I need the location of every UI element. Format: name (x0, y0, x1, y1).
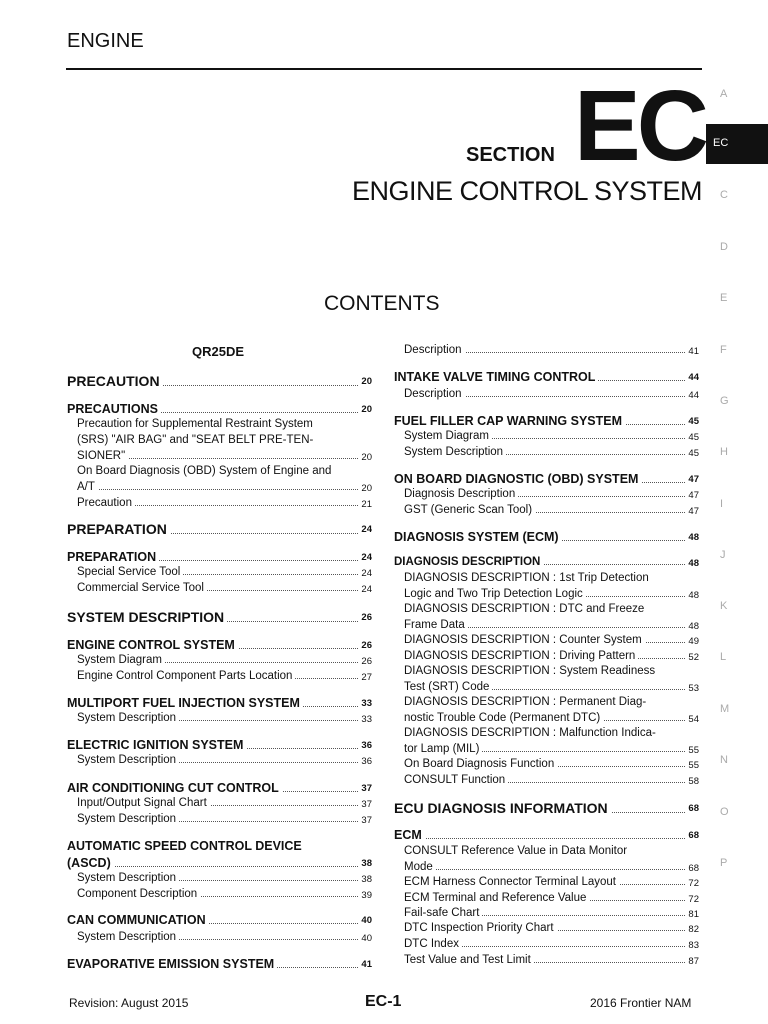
toc-topic-entry[interactable] (404, 588, 699, 600)
toc-entry-title: ON BOARD DIAGNOSTIC (OBD) SYSTEM (394, 472, 641, 486)
toc-page-number: 47 (685, 474, 699, 485)
toc-topic-entry[interactable] (404, 446, 699, 458)
toc-entry-title: System Diagram (404, 430, 492, 442)
toc-page-number: 48 (685, 621, 699, 632)
toc-entry-title: FUEL FILLER CAP WARNING SYSTEM (394, 414, 625, 428)
toc-section-entry[interactable] (394, 472, 699, 486)
toc-page-number: 36 (358, 740, 372, 751)
toc-continued-line: (SRS) "AIR BAG" and "SEAT BELT PRE-TEN- (77, 434, 314, 446)
toc-entry-title: Logic and Two Trip Detection Logic (404, 588, 586, 600)
toc-entry-title: DIAGNOSIS SYSTEM (ECM) (394, 530, 562, 544)
toc-page-number: 44 (685, 372, 699, 383)
toc-entry-title: Description (404, 344, 465, 356)
toc-page-number: 48 (685, 532, 699, 543)
side-tab-ec-active[interactable]: EC (706, 124, 768, 164)
toc-section-entry[interactable] (394, 370, 699, 384)
toc-section-entry[interactable] (394, 414, 699, 428)
toc-entry-title: DIAGNOSIS DESCRIPTION (394, 556, 543, 568)
toc-chapter-entry[interactable] (67, 521, 372, 537)
toc-entry-title: PRECAUTIONS (67, 402, 161, 416)
toc-page-number: 45 (685, 448, 699, 459)
toc-entry-title: ENGINE CONTROL SYSTEM (67, 638, 238, 652)
toc-entry-title: Frame Data (404, 619, 468, 631)
toc-page-number: 26 (358, 640, 372, 651)
footer-model: 2016 Frontier NAM (590, 996, 692, 1010)
toc-entry-title: INTAKE VALVE TIMING CONTROL (394, 370, 598, 384)
toc-page-number: 48 (685, 590, 699, 601)
toc-entry-title: ECM (394, 828, 425, 842)
toc-topic-entry[interactable] (77, 754, 372, 766)
toc-page-number: 21 (358, 499, 372, 510)
toc-entry-title: Test Value and Test Limit (404, 954, 534, 966)
toc-topic-entry[interactable] (404, 634, 699, 646)
toc-continued-line: DIAGNOSIS DESCRIPTION : System Readiness (404, 665, 656, 677)
toc-entry-title: Test (SRT) Code (404, 681, 492, 693)
toc-entry-title: SYSTEM DESCRIPTION (67, 609, 227, 625)
toc-continued-line: DIAGNOSIS DESCRIPTION : Permanent Diag- (404, 696, 647, 708)
side-tab-h[interactable]: H (720, 446, 728, 458)
side-tab-c[interactable]: C (720, 189, 728, 201)
toc-entry-title: System Description (77, 931, 179, 943)
toc-entry-title: GST (Generic Scan Tool) (404, 504, 535, 516)
toc-page-number: 44 (685, 390, 699, 401)
toc-section-entry[interactable] (67, 738, 372, 752)
side-tab-n[interactable]: N (720, 754, 728, 766)
toc-topic-entry[interactable] (77, 582, 372, 594)
toc-topic-entry[interactable] (77, 654, 372, 666)
toc-entry-title: Component Description (77, 888, 200, 900)
toc-page-number: 41 (685, 346, 699, 357)
toc-topic-entry[interactable] (404, 619, 699, 631)
toc-page-number: 72 (685, 894, 699, 905)
toc-page-number: 55 (685, 745, 699, 756)
toc-page-number: 40 (358, 933, 372, 944)
toc-entry-title: On Board Diagnosis Function (404, 758, 557, 770)
dot-leader (404, 869, 699, 870)
side-tab-o[interactable]: O (720, 806, 729, 818)
toc-section-entry[interactable] (67, 781, 372, 795)
toc-entry-title: Special Service Tool (77, 566, 183, 578)
toc-topic-entry[interactable] (404, 922, 699, 934)
side-tab-d[interactable]: D (720, 241, 728, 253)
toc-entry-title: Fail-safe Chart (404, 907, 482, 919)
toc-page-number: 26 (358, 656, 372, 667)
toc-page-number: 54 (685, 714, 699, 725)
toc-topic-entry[interactable] (77, 872, 372, 884)
toc-entry-title: System Description (77, 712, 179, 724)
toc-topic-entry[interactable] (404, 774, 699, 786)
toc-continued-line: DIAGNOSIS DESCRIPTION : 1st Trip Detection (404, 572, 649, 584)
toc-page-number: 68 (685, 830, 699, 841)
side-tab-l[interactable]: L (720, 651, 727, 663)
toc-entry-title: CAN COMMUNICATION (67, 913, 209, 927)
toc-continued-line: Precaution for Supplemental Restraint System (77, 418, 313, 430)
toc-topic-entry[interactable] (404, 938, 699, 950)
toc-topic-entry[interactable] (404, 758, 699, 770)
toc-continued-line: AUTOMATIC SPEED CONTROL DEVICE (67, 839, 302, 853)
toc-page-number: 37 (358, 815, 372, 826)
footer-page-number: EC-1 (365, 993, 402, 1010)
toc-topic-entry[interactable] (77, 712, 372, 724)
toc-entry-title: MULTIPORT FUEL INJECTION SYSTEM (67, 696, 303, 710)
toc-entry-title: ELECTRIC IGNITION SYSTEM (67, 738, 246, 752)
toc-topic-entry[interactable] (404, 861, 699, 873)
toc-topic-entry[interactable] (404, 388, 699, 400)
section-title: ENGINE CONTROL SYSTEM (351, 176, 702, 206)
toc-continued-line: DIAGNOSIS DESCRIPTION : Malfunction Indica- (404, 727, 656, 739)
toc-entry-title: PREPARATION (67, 521, 170, 537)
toc-page-number: 47 (685, 490, 699, 501)
toc-section-entry[interactable] (67, 638, 372, 652)
toc-entry-title: (ASCD) (67, 856, 114, 870)
toc-page-number: 20 (358, 452, 372, 463)
side-tab-i[interactable]: I (720, 498, 724, 510)
side-tab-k[interactable]: K (720, 600, 728, 612)
side-tab-p[interactable]: P (720, 857, 728, 869)
toc-page-number: 41 (358, 959, 372, 970)
toc-entry-title: DIAGNOSIS DESCRIPTION : Driving Pattern (404, 650, 638, 662)
toc-page-number: 24 (358, 552, 372, 563)
toc-page-number: 39 (358, 890, 372, 901)
footer-revision: Revision: August 2015 (69, 996, 189, 1010)
toc-page-number: 52 (685, 652, 699, 663)
toc-entry-title: System Description (77, 813, 179, 825)
toc-page-number: 47 (685, 506, 699, 517)
section-label: SECTION (466, 144, 555, 166)
toc-entry-title: Commercial Service Tool (77, 582, 207, 594)
toc-topic-entry[interactable] (77, 450, 372, 462)
side-tab-j[interactable]: J (720, 549, 726, 561)
toc-section-entry[interactable] (67, 550, 372, 564)
toc-page-number: 33 (358, 714, 372, 725)
toc-topic-entry[interactable] (404, 681, 699, 693)
toc-topic-entry[interactable] (404, 712, 699, 724)
toc-page-number: 45 (685, 432, 699, 443)
toc-page-number: 68 (685, 803, 699, 814)
toc-section-entry[interactable] (394, 556, 699, 568)
toc-page-number: 48 (685, 558, 699, 569)
toc-page-number: 20 (358, 404, 372, 415)
toc-topic-entry[interactable] (404, 954, 699, 966)
toc-topic-entry[interactable] (77, 566, 372, 578)
toc-page-number: 49 (685, 636, 699, 647)
toc-page-number: 45 (685, 416, 699, 427)
toc-topic-entry[interactable] (77, 797, 372, 809)
toc-page-number: 26 (358, 612, 372, 623)
toc-topic-entry[interactable] (404, 743, 699, 755)
toc-chapter-entry[interactable] (67, 609, 372, 625)
toc-section-entry[interactable] (67, 696, 372, 710)
side-tab-a[interactable]: A (720, 88, 728, 100)
toc-page-number: 40 (358, 915, 372, 926)
toc-entry-title: DTC Index (404, 938, 462, 950)
toc-page-number: 24 (358, 568, 372, 579)
dot-leader (77, 489, 372, 490)
side-tab-m[interactable]: M (720, 703, 730, 715)
section-code: EC (574, 70, 705, 182)
toc-section-entry[interactable] (67, 913, 372, 927)
toc-entry-title: A/T (77, 481, 98, 493)
toc-entry-title: Diagnosis Description (404, 488, 518, 500)
toc-entry-title: tor Lamp (MIL) (404, 743, 482, 755)
toc-topic-entry[interactable] (404, 650, 699, 662)
toc-topic-entry[interactable] (77, 497, 372, 509)
toc-entry-title: Input/Output Signal Chart (77, 797, 210, 809)
toc-entry-title: Description (404, 388, 465, 400)
dot-leader (394, 838, 699, 839)
toc-entry-title: System Description (77, 872, 179, 884)
toc-entry-title: System Diagram (77, 654, 165, 666)
toc-topic-entry[interactable] (77, 888, 372, 900)
toc-entry-title: EVAPORATIVE EMISSION SYSTEM (67, 957, 277, 971)
side-tab-g[interactable]: G (720, 395, 729, 407)
toc-entry-title: System Description (404, 446, 506, 458)
toc-page-number: 58 (685, 776, 699, 787)
toc-page-number: 33 (358, 698, 372, 709)
toc-topic-entry[interactable] (77, 931, 372, 943)
toc-topic-entry[interactable] (77, 813, 372, 825)
toc-page-number: 83 (685, 940, 699, 951)
toc-topic-entry[interactable] (77, 670, 372, 682)
toc-page-number: 20 (358, 483, 372, 494)
side-tab-e[interactable]: E (720, 292, 728, 304)
toc-page-number: 87 (685, 956, 699, 967)
toc-entry-title: ECM Terminal and Reference Value (404, 892, 589, 904)
toc-section-entry[interactable] (67, 402, 372, 416)
toc-topic-entry[interactable] (404, 430, 699, 442)
toc-entry-title: PRECAUTION (67, 373, 163, 389)
toc-page-number: 24 (358, 584, 372, 595)
toc-topic-entry[interactable] (404, 504, 699, 516)
toc-topic-entry[interactable] (404, 876, 699, 888)
toc-chapter-entry[interactable] (67, 373, 372, 389)
toc-topic-entry[interactable] (404, 488, 699, 500)
engine-code: QR25DE (192, 344, 245, 359)
toc-topic-entry[interactable] (77, 481, 372, 493)
side-tab-f[interactable]: F (720, 344, 727, 356)
toc-entry-title: Precaution (77, 497, 135, 509)
toc-section-entry[interactable] (394, 530, 699, 544)
toc-section-entry[interactable] (394, 828, 699, 842)
toc-entry-title: nostic Trouble Code (Permanent DTC) (404, 712, 603, 724)
toc-page-number: 81 (685, 909, 699, 920)
toc-chapter-entry[interactable] (394, 800, 699, 816)
toc-entry-title: Mode (404, 861, 436, 873)
toc-topic-entry[interactable] (404, 907, 699, 919)
toc-page-number: 53 (685, 683, 699, 694)
toc-page-number: 38 (358, 858, 372, 869)
toc-entry-title: AIR CONDITIONING CUT CONTROL (67, 781, 282, 795)
toc-page-number: 24 (358, 524, 372, 535)
toc-entry-title: ECU DIAGNOSIS INFORMATION (394, 800, 611, 816)
toc-entry-title: CONSULT Function (404, 774, 508, 786)
toc-entry-title: System Description (77, 754, 179, 766)
toc-page-number: 72 (685, 878, 699, 889)
toc-section-entry[interactable] (67, 957, 372, 971)
toc-topic-entry[interactable] (404, 344, 699, 356)
toc-entry-title: DIAGNOSIS DESCRIPTION : Counter System (404, 634, 645, 646)
toc-topic-entry[interactable] (404, 892, 699, 904)
toc-continued-line: On Board Diagnosis (OBD) System of Engine and (77, 465, 332, 477)
toc-page-number: 36 (358, 756, 372, 767)
toc-page-number: 20 (358, 376, 372, 387)
header-category: ENGINE (67, 30, 144, 52)
toc-section-entry[interactable] (67, 856, 372, 870)
toc-entry-title: DTC Inspection Priority Chart (404, 922, 557, 934)
toc-continued-line: CONSULT Reference Value in Data Monitor (404, 845, 628, 857)
toc-page-number: 68 (685, 863, 699, 874)
toc-page-number: 82 (685, 924, 699, 935)
toc-entry-title: PREPARATION (67, 550, 159, 564)
toc-continued-line: DIAGNOSIS DESCRIPTION : DTC and Freeze (404, 603, 645, 615)
toc-entry-title: Engine Control Component Parts Location (77, 670, 295, 682)
toc-entry-title: ECM Harness Connector Terminal Layout (404, 876, 619, 888)
toc-entry-title: SIONER" (77, 450, 128, 462)
toc-page-number: 37 (358, 783, 372, 794)
toc-page-number: 55 (685, 760, 699, 771)
toc-page-number: 38 (358, 874, 372, 885)
contents-title: CONTENTS (324, 292, 440, 315)
toc-page-number: 27 (358, 672, 372, 683)
toc-page-number: 37 (358, 799, 372, 810)
